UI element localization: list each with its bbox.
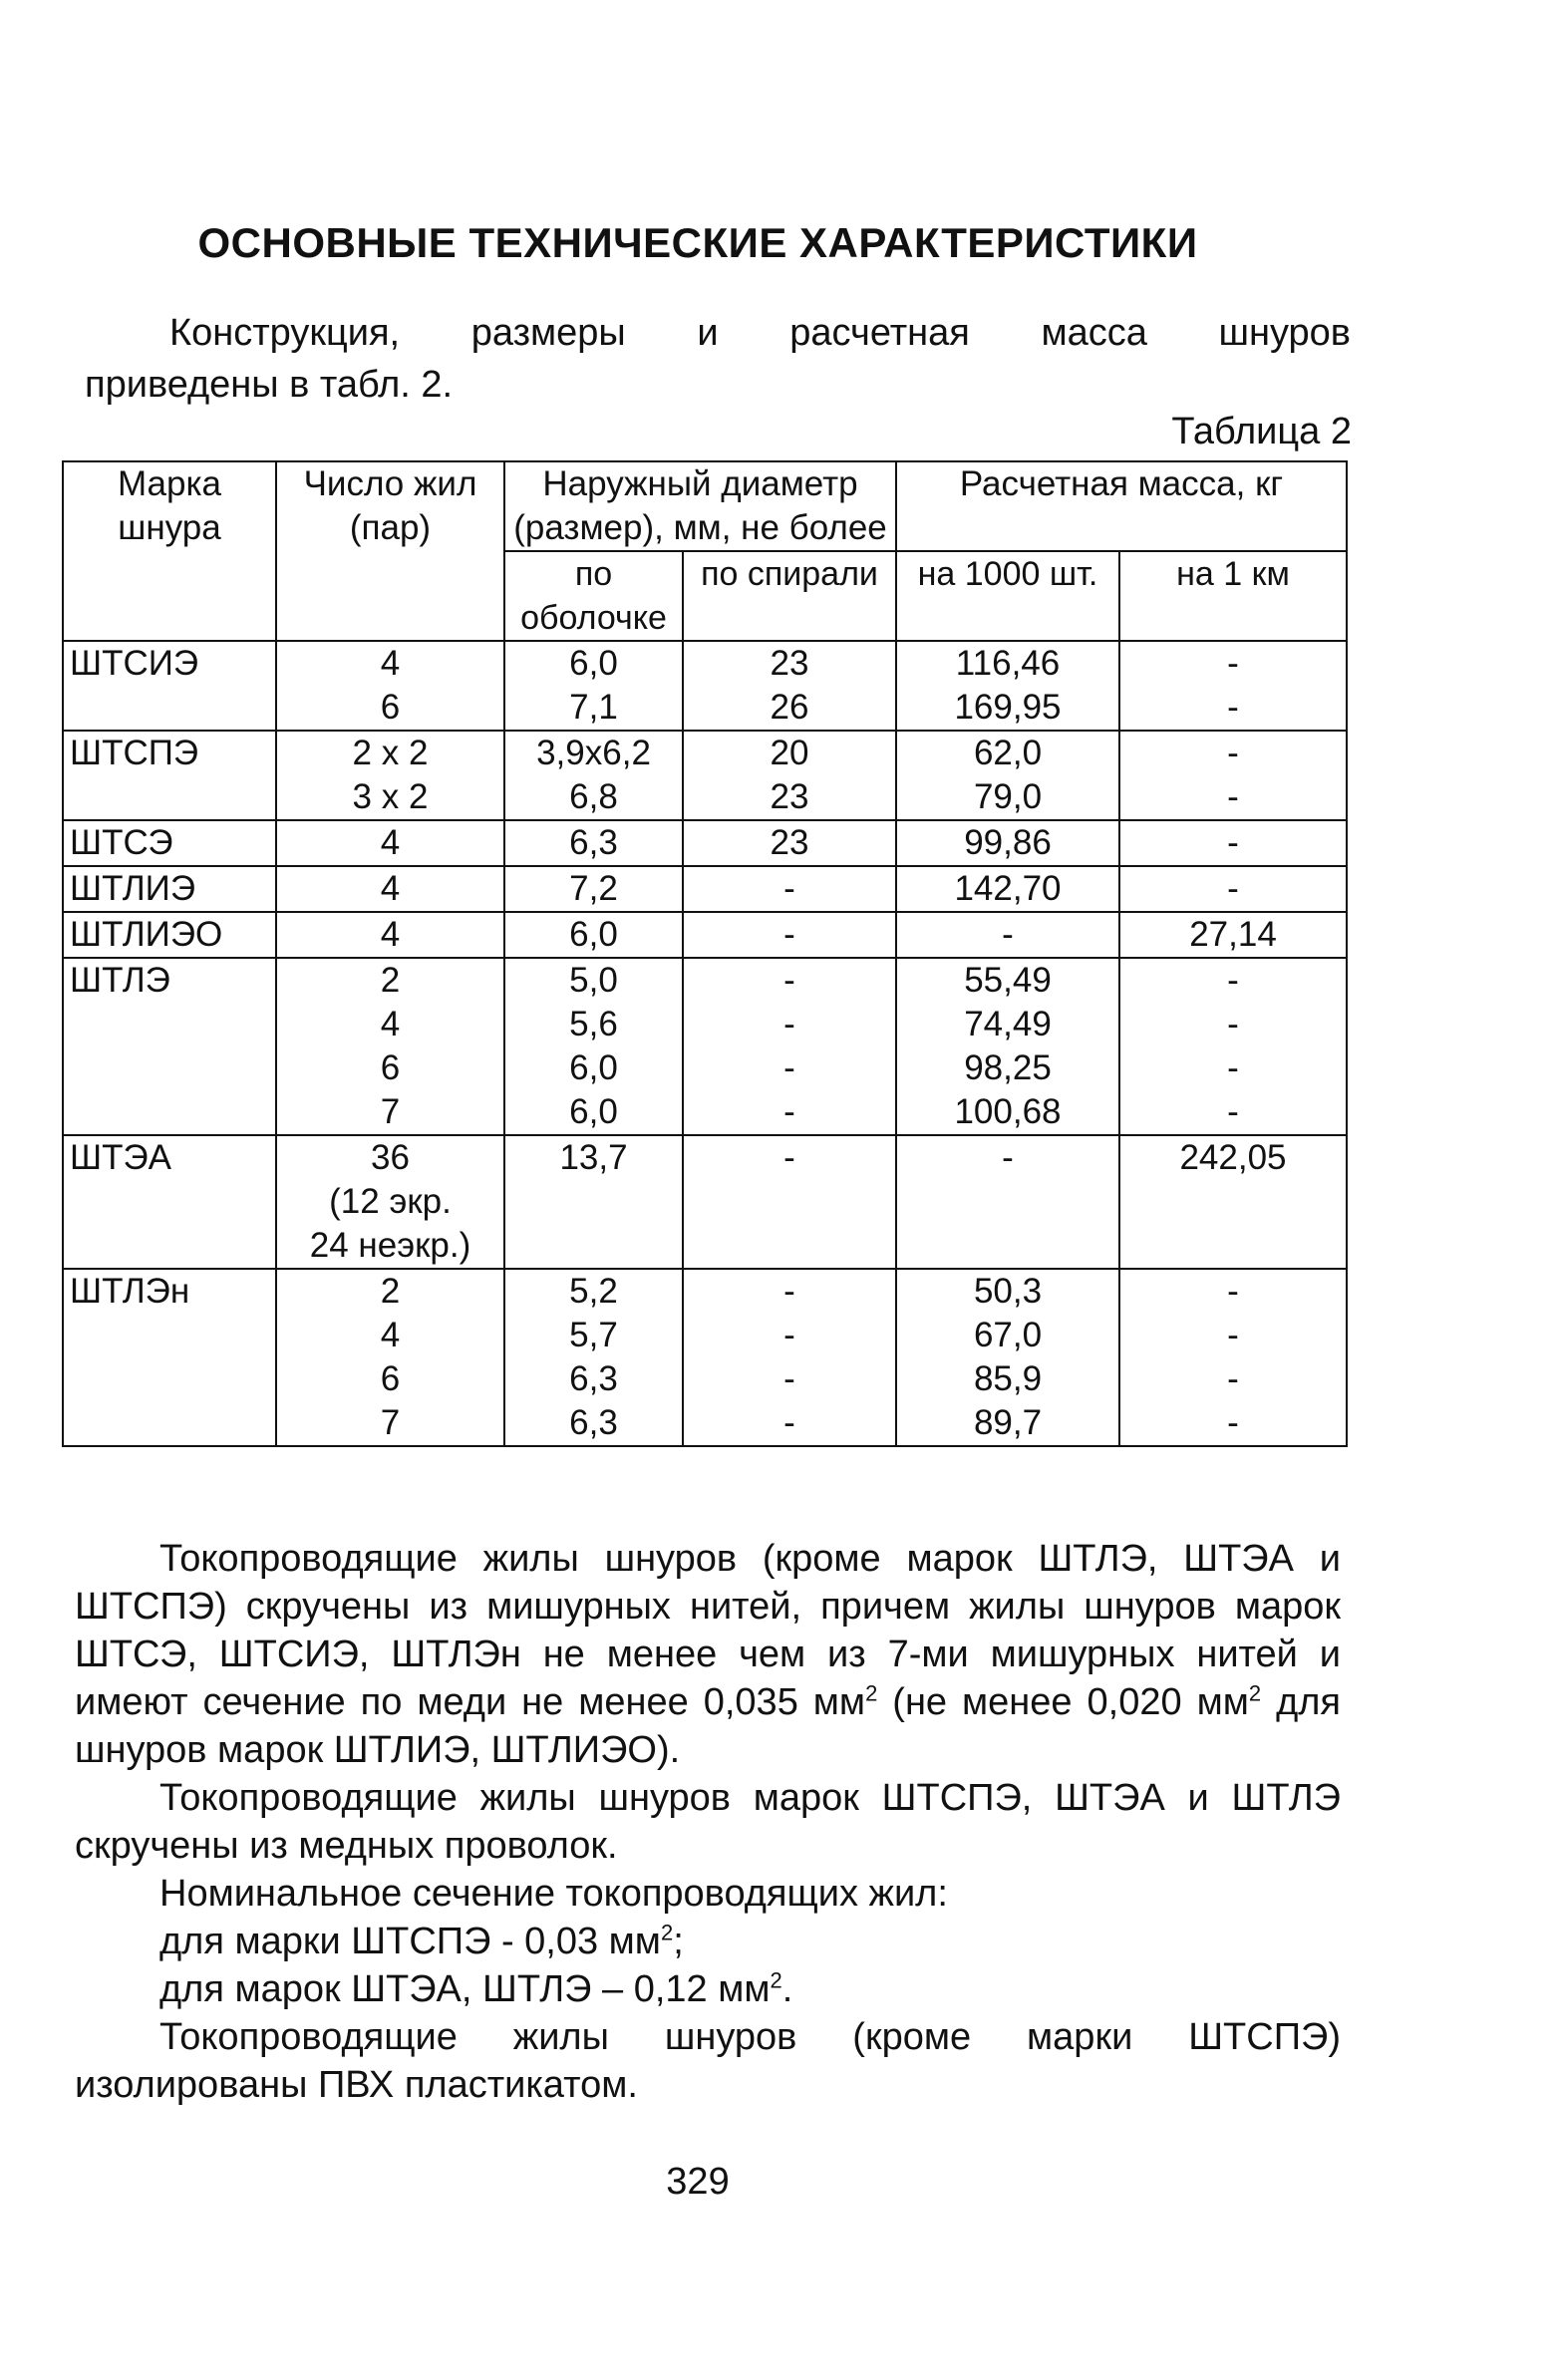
table-row [63, 820, 1347, 866]
cell-per1000 [896, 1269, 1119, 1446]
cell-mark-value: ШТСЭ [70, 823, 173, 862]
cell-spiral [683, 731, 896, 820]
cell-per1km [1119, 912, 1347, 958]
cell-sheath-value: 5,0 [569, 961, 618, 1000]
cell-spiral-value: - [783, 1092, 795, 1131]
cell-count-value: 2 [380, 1272, 401, 1311]
cell-spiral-value: - [783, 869, 795, 908]
cell-count-value: 4 [380, 1316, 401, 1354]
cell-count [276, 641, 504, 731]
cell-per1km-value: - [1227, 734, 1239, 772]
cell-count-value: 2 [380, 961, 401, 1000]
cell-mark [63, 731, 276, 820]
cell-per1km-value: - [1227, 644, 1239, 683]
cell-count-value: 7 [380, 1092, 401, 1131]
cell-per1000-value: 62,0 [973, 734, 1043, 772]
cell-sheath-value: 5,7 [569, 1316, 618, 1354]
cell-per1000 [896, 641, 1119, 731]
cell-per1000 [896, 820, 1119, 866]
cell-sheath-value: 5,6 [569, 1005, 618, 1043]
cell-spiral-value: - [783, 1316, 795, 1354]
cell-per1000-value: 79,0 [973, 777, 1043, 816]
intro-line-2: приведены в табл. 2. [85, 364, 454, 406]
header-count: Число жил (пар) [276, 461, 504, 641]
superscript-2: 2 [1248, 1680, 1262, 1706]
cell-sheath-value: 6,3 [569, 823, 618, 862]
cell-count-value: 3 x 2 [352, 777, 429, 816]
cell-per1km-value: - [1227, 823, 1239, 862]
cell-per1000-value: 74,49 [964, 1005, 1052, 1043]
intro-line-1: Конструкция, размеры и расчетная масса шнуров [169, 312, 1351, 354]
paragraph-4-part-b: ; [673, 1921, 684, 1962]
cell-per1km-value: - [1227, 1005, 1239, 1043]
cell-mark [63, 958, 276, 1135]
table-row [63, 912, 1347, 958]
cell-spiral-value: 23 [770, 644, 809, 683]
cell-per1km-value: 242,05 [1179, 1138, 1287, 1177]
cell-per1000-value: 67,0 [973, 1316, 1043, 1354]
paragraph-1-part-b: (не менее 0,020 мм [877, 1681, 1249, 1723]
cell-sheath [504, 1135, 683, 1269]
cell-per1km [1119, 641, 1347, 731]
paragraph-2: Токопроводящие жилы шнуров марок ШТСПЭ, ШТЭА и ШТЛЭ скручены из медных проволок. [75, 1777, 1341, 1867]
cell-count-value: 4 [380, 915, 401, 954]
superscript-2: 2 [660, 1920, 674, 1945]
cell-spiral-value: 23 [770, 777, 809, 816]
cell-spiral [683, 958, 896, 1135]
paragraph-1-part-a: Токопроводящие жилы шнуров (кроме марок ШТЛЭ, ШТЭА и ШТСПЭ) скручены из мишурных нитей, причем жилы шнуров марок ШТСЭ, ШТСИЭ, ШТЛЭн не менее чем из 7-ми мишурных нитей и имеют сечение по меди не менее 0,035 мм [75, 1538, 1341, 1723]
cell-mark-value: ШТСИЭ [70, 644, 199, 683]
cell-mark [63, 641, 276, 731]
table-row [63, 731, 1347, 820]
superscript-2: 2 [770, 1967, 782, 1993]
header-per1000: на 1000 шт. [896, 551, 1119, 641]
cell-spiral-value: - [783, 915, 795, 954]
cell-per1km-value: - [1227, 1403, 1239, 1442]
cell-count [276, 866, 504, 912]
paragraph-1-part-c: для шнуров марок ШТЛИЭ, ШТЛИЭО). [75, 1681, 1342, 1771]
cell-per1km-value: - [1227, 777, 1239, 816]
paragraph-5-part-a: для марок ШТЭА, ШТЛЭ – 0,12 мм [159, 1968, 771, 2010]
cell-spiral-value: - [783, 1005, 795, 1043]
cell-count-value: 4 [380, 644, 401, 683]
cell-sheath-value: 6,0 [569, 915, 618, 954]
cell-per1000-value: 169,95 [954, 688, 1062, 727]
cell-sheath [504, 958, 683, 1135]
cell-per1000-value: 99,86 [964, 823, 1052, 862]
specs-table-body [63, 641, 1347, 1446]
cell-spiral [683, 1135, 896, 1269]
cell-mark [63, 912, 276, 958]
cell-per1000 [896, 1135, 1119, 1269]
cell-per1000-value: 50,3 [973, 1272, 1043, 1311]
cell-mark-value: ШТЛИЭ [70, 869, 195, 908]
cell-count [276, 912, 504, 958]
paragraph-4 [75, 1918, 1341, 1965]
cell-count-value: (12 экр. [329, 1182, 452, 1221]
cell-per1km-value: - [1227, 1359, 1239, 1398]
intro-paragraph [85, 307, 1351, 411]
cell-count [276, 1269, 504, 1446]
paragraph-6: Токопроводящие жилы шнуров (кроме марки ШТСПЭ) изолированы ПВХ пластикатом. [75, 2016, 1341, 2106]
cell-sheath-value: 6,3 [569, 1359, 618, 1398]
cell-sheath-value: 6,0 [569, 1092, 618, 1131]
cell-mark [63, 1269, 276, 1446]
cell-spiral-value: - [783, 1359, 795, 1398]
cell-per1km [1119, 731, 1347, 820]
paragraph-3: Номинальное сечение токопроводящих жил: [159, 1873, 948, 1915]
cell-per1000-value: 98,25 [964, 1048, 1052, 1087]
cell-spiral-value: 26 [770, 688, 809, 727]
cell-mark-value: ШТСПЭ [70, 734, 199, 772]
cell-per1km-value: - [1227, 869, 1239, 908]
cell-per1000-value: 85,9 [973, 1359, 1043, 1398]
cell-sheath [504, 820, 683, 866]
cell-per1km [1119, 1269, 1347, 1446]
cell-sheath [504, 641, 683, 731]
page-title: ОСНОВНЫЕ ТЕХНИЧЕСКИЕ ХАРАКТЕРИСТИКИ [197, 219, 1198, 266]
cell-count-value: 4 [380, 823, 401, 862]
cell-count-value: 2 x 2 [352, 734, 429, 772]
cell-per1000 [896, 866, 1119, 912]
cell-per1000-value: - [1002, 915, 1014, 954]
header-mark: Марка шнура [63, 461, 276, 641]
cell-spiral-value: - [783, 1048, 795, 1087]
cell-sheath-value: 5,2 [569, 1272, 618, 1311]
cell-count-value: 24 неэкр.) [309, 1226, 471, 1265]
cell-spiral-value: - [783, 1272, 795, 1311]
superscript-2: 2 [865, 1680, 878, 1706]
cell-sheath-value: 3,9x6,2 [536, 734, 651, 772]
paragraph-1 [75, 1535, 1341, 1774]
cell-count-value: 6 [380, 688, 401, 727]
cell-per1km [1119, 866, 1347, 912]
paragraph-5 [75, 1965, 1341, 2013]
cell-per1000-value: 100,68 [954, 1092, 1062, 1131]
cell-per1km-value: 27,14 [1189, 915, 1277, 954]
cell-sheath [504, 1269, 683, 1446]
header-spiral: по спирали [683, 551, 896, 641]
cell-count-value: 36 [371, 1138, 410, 1177]
cell-spiral [683, 820, 896, 866]
header-mass: Расчетная масса, кг [896, 461, 1347, 551]
cell-mark-value: ШТЛИЭО [70, 915, 223, 954]
cell-sheath-value: 13,7 [559, 1138, 628, 1177]
cell-per1km-value: - [1227, 1272, 1239, 1311]
cell-mark [63, 866, 276, 912]
cell-per1000-value: 116,46 [955, 644, 1061, 683]
cell-sheath-value: 7,2 [569, 869, 618, 908]
table-row [63, 866, 1347, 912]
cell-spiral-value: 23 [770, 823, 809, 862]
cell-per1000 [896, 731, 1119, 820]
header-per1km: на 1 км [1119, 551, 1347, 641]
paragraph-5-part-b: . [781, 1968, 793, 2010]
cell-sheath-value: 7,1 [569, 688, 618, 727]
cell-spiral-value: 20 [770, 734, 809, 772]
body-text [75, 1535, 1341, 2109]
table-row [63, 1269, 1347, 1446]
page-number: 329 [666, 2161, 730, 2203]
cell-per1km [1119, 1135, 1347, 1269]
cell-sheath [504, 912, 683, 958]
cell-per1000 [896, 958, 1119, 1135]
cell-count-value: 6 [380, 1359, 401, 1398]
cell-mark-value: ШТЛЭ [70, 961, 170, 1000]
cell-sheath-value: 6,0 [569, 1048, 618, 1087]
cell-spiral-value: - [783, 1138, 795, 1177]
cell-per1km [1119, 820, 1347, 866]
cell-per1000-value: 89,7 [973, 1403, 1043, 1442]
cell-spiral-value: - [783, 961, 795, 1000]
cell-count [276, 731, 504, 820]
cell-per1000 [896, 912, 1119, 958]
cell-per1km-value: - [1227, 688, 1239, 727]
cell-sheath-value: 6,8 [569, 777, 618, 816]
cell-count-value: 6 [380, 1048, 401, 1087]
cell-count [276, 958, 504, 1135]
cell-count-value: 4 [380, 1005, 401, 1043]
cell-spiral [683, 1269, 896, 1446]
cell-per1km-value: - [1227, 961, 1239, 1000]
cell-spiral [683, 866, 896, 912]
cell-sheath [504, 866, 683, 912]
cell-mark [63, 1135, 276, 1269]
cell-count [276, 1135, 504, 1269]
specs-table [62, 460, 1348, 1447]
cell-spiral [683, 641, 896, 731]
table-row [63, 641, 1347, 731]
cell-per1000-value: - [1002, 1138, 1014, 1177]
cell-per1km-value: - [1227, 1092, 1239, 1131]
cell-sheath-value: 6,3 [569, 1403, 618, 1442]
header-diameter: Наружный диаметр (размер), мм, не более [504, 461, 896, 551]
table-row [63, 1135, 1347, 1269]
table-caption: Таблица 2 [1171, 411, 1352, 452]
table-row [63, 958, 1347, 1135]
cell-per1km-value: - [1227, 1048, 1239, 1087]
paragraph-4-part-a: для марки ШТСПЭ - 0,03 мм [159, 1921, 661, 1962]
header-sheath: по оболочке [504, 551, 683, 641]
cell-spiral [683, 912, 896, 958]
cell-per1km-value: - [1227, 1316, 1239, 1354]
cell-count-value: 4 [380, 869, 401, 908]
cell-count-value: 7 [380, 1403, 401, 1442]
cell-mark [63, 820, 276, 866]
cell-per1km [1119, 958, 1347, 1135]
cell-mark-value: ШТЛЭн [70, 1272, 190, 1311]
cell-spiral-value: - [783, 1403, 795, 1442]
cell-count [276, 820, 504, 866]
cell-sheath-value: 6,0 [569, 644, 618, 683]
cell-sheath [504, 731, 683, 820]
cell-per1000-value: 55,49 [964, 961, 1052, 1000]
cell-per1000-value: 142,70 [954, 869, 1062, 908]
cell-mark-value: ШТЭА [70, 1138, 171, 1177]
